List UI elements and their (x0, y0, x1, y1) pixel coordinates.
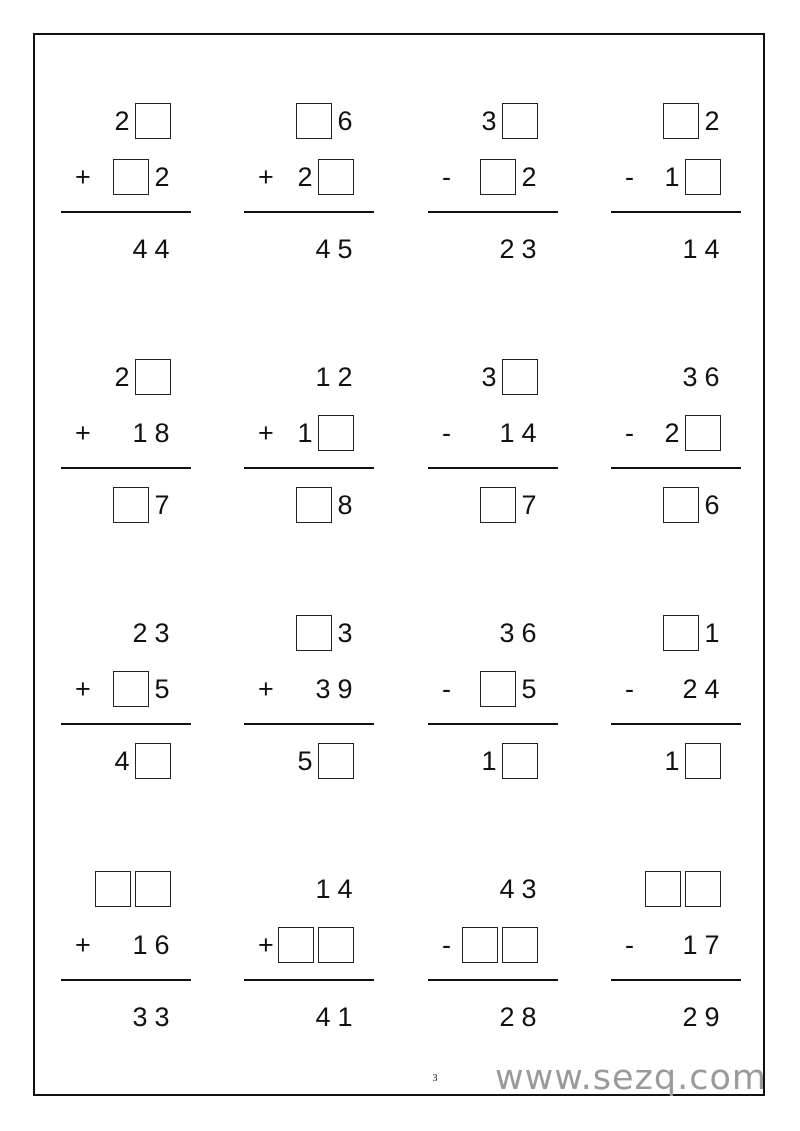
digit: 2 (499, 1001, 515, 1032)
answer-box[interactable] (135, 359, 171, 395)
digit: 2 (499, 233, 515, 264)
digit: 4 (521, 417, 537, 448)
digit: 2 (154, 161, 170, 192)
digit: 1 (682, 233, 698, 264)
bottom-number (244, 670, 374, 708)
digit: 1 (682, 929, 698, 960)
arithmetic-problem (61, 291, 191, 520)
plus-sign: + (258, 673, 274, 704)
digit: 6 (154, 929, 170, 960)
plus-sign: + (75, 929, 91, 960)
minus-sign: - (442, 417, 451, 448)
answer-box[interactable] (502, 359, 538, 395)
digit: 7 (154, 489, 170, 520)
top-number (428, 102, 558, 140)
answer-box[interactable] (480, 159, 516, 195)
result-number (244, 486, 374, 524)
digit: 2 (704, 105, 720, 136)
top-number (244, 870, 374, 908)
digit: 1 (664, 161, 680, 192)
bottom-number (611, 158, 741, 196)
answer-box[interactable] (135, 871, 171, 907)
digit: 4 (114, 745, 130, 776)
top-number (428, 614, 558, 652)
result-number (244, 742, 374, 780)
digit: 5 (154, 673, 170, 704)
watermark: www.sezq.com (494, 1058, 767, 1098)
digit: 3 (481, 105, 497, 136)
top-number (611, 102, 741, 140)
answer-box[interactable] (685, 871, 721, 907)
result-number (611, 742, 741, 780)
digit: 7 (704, 929, 720, 960)
digit: 3 (521, 233, 537, 264)
arithmetic-problem (244, 803, 374, 1032)
digit: 5 (521, 673, 537, 704)
minus-sign: - (442, 929, 451, 960)
digit: 4 (704, 673, 720, 704)
result-number (244, 230, 374, 268)
answer-box[interactable] (502, 743, 538, 779)
plus-sign: + (75, 673, 91, 704)
result-number (61, 230, 191, 268)
digit: 5 (337, 233, 353, 264)
result-number (61, 998, 191, 1036)
answer-box[interactable] (318, 159, 354, 195)
arithmetic-problem (428, 547, 558, 776)
answer-box[interactable] (278, 927, 314, 963)
sum-line (61, 211, 191, 213)
sum-line (428, 211, 558, 213)
digit: 4 (154, 233, 170, 264)
digit: 2 (297, 161, 313, 192)
result-number (61, 742, 191, 780)
plus-sign: + (258, 161, 274, 192)
plus-sign: + (258, 417, 274, 448)
answer-box[interactable] (462, 927, 498, 963)
arithmetic-problem (611, 35, 741, 264)
digit: 3 (154, 617, 170, 648)
digit: 2 (114, 361, 130, 392)
bottom-number (611, 414, 741, 452)
answer-box[interactable] (663, 103, 699, 139)
answer-box[interactable] (318, 927, 354, 963)
answer-box[interactable] (95, 871, 131, 907)
answer-box[interactable] (296, 615, 332, 651)
result-number (428, 486, 558, 524)
sum-line (61, 979, 191, 981)
arithmetic-problem (428, 291, 558, 520)
top-number (244, 358, 374, 396)
bottom-number (61, 414, 191, 452)
top-number (244, 102, 374, 140)
digit: 1 (297, 417, 313, 448)
answer-box[interactable] (502, 927, 538, 963)
digit: 6 (704, 361, 720, 392)
bottom-number (428, 158, 558, 196)
arithmetic-problem (244, 35, 374, 264)
worksheet-frame (33, 33, 765, 1096)
result-number (611, 230, 741, 268)
arithmetic-problem (428, 803, 558, 1032)
sum-line (611, 723, 741, 725)
sum-line (428, 979, 558, 981)
bottom-number (428, 926, 558, 964)
bottom-number (244, 158, 374, 196)
digit: 7 (521, 489, 537, 520)
answer-box[interactable] (135, 103, 171, 139)
answer-box[interactable] (135, 743, 171, 779)
digit: 4 (315, 233, 331, 264)
result-number (611, 486, 741, 524)
top-number (428, 358, 558, 396)
result-number (611, 998, 741, 1036)
digit: 3 (499, 617, 515, 648)
sum-line (244, 467, 374, 469)
sum-line (61, 467, 191, 469)
arithmetic-problem (611, 803, 741, 1032)
answer-box[interactable] (502, 103, 538, 139)
digit: 8 (521, 1001, 537, 1032)
answer-box[interactable] (113, 671, 149, 707)
sum-line (611, 467, 741, 469)
sum-line (244, 979, 374, 981)
plus-sign: + (75, 417, 91, 448)
top-number (61, 102, 191, 140)
digit: 9 (337, 673, 353, 704)
top-number (61, 614, 191, 652)
digit: 2 (132, 617, 148, 648)
bottom-number (61, 670, 191, 708)
digit: 6 (521, 617, 537, 648)
digit: 3 (154, 1001, 170, 1032)
sum-line (244, 723, 374, 725)
bottom-number (428, 670, 558, 708)
plus-sign: + (75, 161, 91, 192)
bottom-number (61, 926, 191, 964)
arithmetic-problem (61, 547, 191, 776)
arithmetic-problem (611, 291, 741, 520)
digit: 1 (132, 417, 148, 448)
arithmetic-problem (611, 547, 741, 776)
answer-box[interactable] (318, 743, 354, 779)
digit: 4 (337, 873, 353, 904)
answer-box[interactable] (480, 671, 516, 707)
arithmetic-problem (61, 35, 191, 264)
answer-box[interactable] (113, 487, 149, 523)
answer-box[interactable] (296, 487, 332, 523)
minus-sign: - (625, 161, 634, 192)
minus-sign: - (625, 673, 634, 704)
digit: 2 (521, 161, 537, 192)
top-number (428, 870, 558, 908)
digit: 1 (132, 929, 148, 960)
top-number (611, 870, 741, 908)
digit: 3 (132, 1001, 148, 1032)
digit: 4 (315, 1001, 331, 1032)
top-number (611, 358, 741, 396)
digit: 2 (114, 105, 130, 136)
digit: 3 (481, 361, 497, 392)
answer-box[interactable] (663, 615, 699, 651)
result-number (428, 230, 558, 268)
minus-sign: - (625, 929, 634, 960)
digit: 1 (337, 1001, 353, 1032)
answer-box[interactable] (113, 159, 149, 195)
bottom-number (61, 158, 191, 196)
digit: 3 (682, 361, 698, 392)
digit: 6 (337, 105, 353, 136)
top-number (611, 614, 741, 652)
sum-line (244, 211, 374, 213)
digit: 4 (704, 233, 720, 264)
answer-box[interactable] (296, 103, 332, 139)
result-number (244, 998, 374, 1036)
digit: 9 (704, 1001, 720, 1032)
digit: 8 (154, 417, 170, 448)
answer-box[interactable] (685, 159, 721, 195)
bottom-number (428, 414, 558, 452)
minus-sign: - (442, 673, 451, 704)
digit: 2 (337, 361, 353, 392)
digit: 3 (521, 873, 537, 904)
top-number (61, 870, 191, 908)
bottom-number (244, 414, 374, 452)
answer-box[interactable] (663, 487, 699, 523)
sum-line (611, 979, 741, 981)
minus-sign: - (625, 417, 634, 448)
bottom-number (611, 926, 741, 964)
digit: 1 (481, 745, 497, 776)
digit: 6 (704, 489, 720, 520)
answer-box[interactable] (480, 487, 516, 523)
digit: 1 (499, 417, 515, 448)
answer-box[interactable] (318, 415, 354, 451)
digit: 1 (704, 617, 720, 648)
sum-line (428, 467, 558, 469)
digit: 8 (337, 489, 353, 520)
sum-line (61, 723, 191, 725)
digit: 1 (664, 745, 680, 776)
plus-sign: + (258, 929, 274, 960)
minus-sign: - (442, 161, 451, 192)
answer-box[interactable] (685, 743, 721, 779)
digit: 1 (315, 873, 331, 904)
result-number (61, 486, 191, 524)
result-number (428, 998, 558, 1036)
digit: 2 (682, 673, 698, 704)
answer-box[interactable] (685, 415, 721, 451)
digit: 3 (337, 617, 353, 648)
digit: 5 (297, 745, 313, 776)
top-number (61, 358, 191, 396)
digit: 4 (132, 233, 148, 264)
bottom-number (611, 670, 741, 708)
sum-line (611, 211, 741, 213)
arithmetic-problem (61, 803, 191, 1032)
result-number (428, 742, 558, 780)
digit: 3 (315, 673, 331, 704)
digit: 1 (315, 361, 331, 392)
digit: 4 (499, 873, 515, 904)
page-number: 3 (432, 1073, 438, 1084)
sum-line (428, 723, 558, 725)
bottom-number (244, 926, 374, 964)
arithmetic-problem (244, 291, 374, 520)
top-number (244, 614, 374, 652)
digit: 2 (664, 417, 680, 448)
arithmetic-problem (244, 547, 374, 776)
arithmetic-problem (428, 35, 558, 264)
answer-box[interactable] (645, 871, 681, 907)
digit: 2 (682, 1001, 698, 1032)
